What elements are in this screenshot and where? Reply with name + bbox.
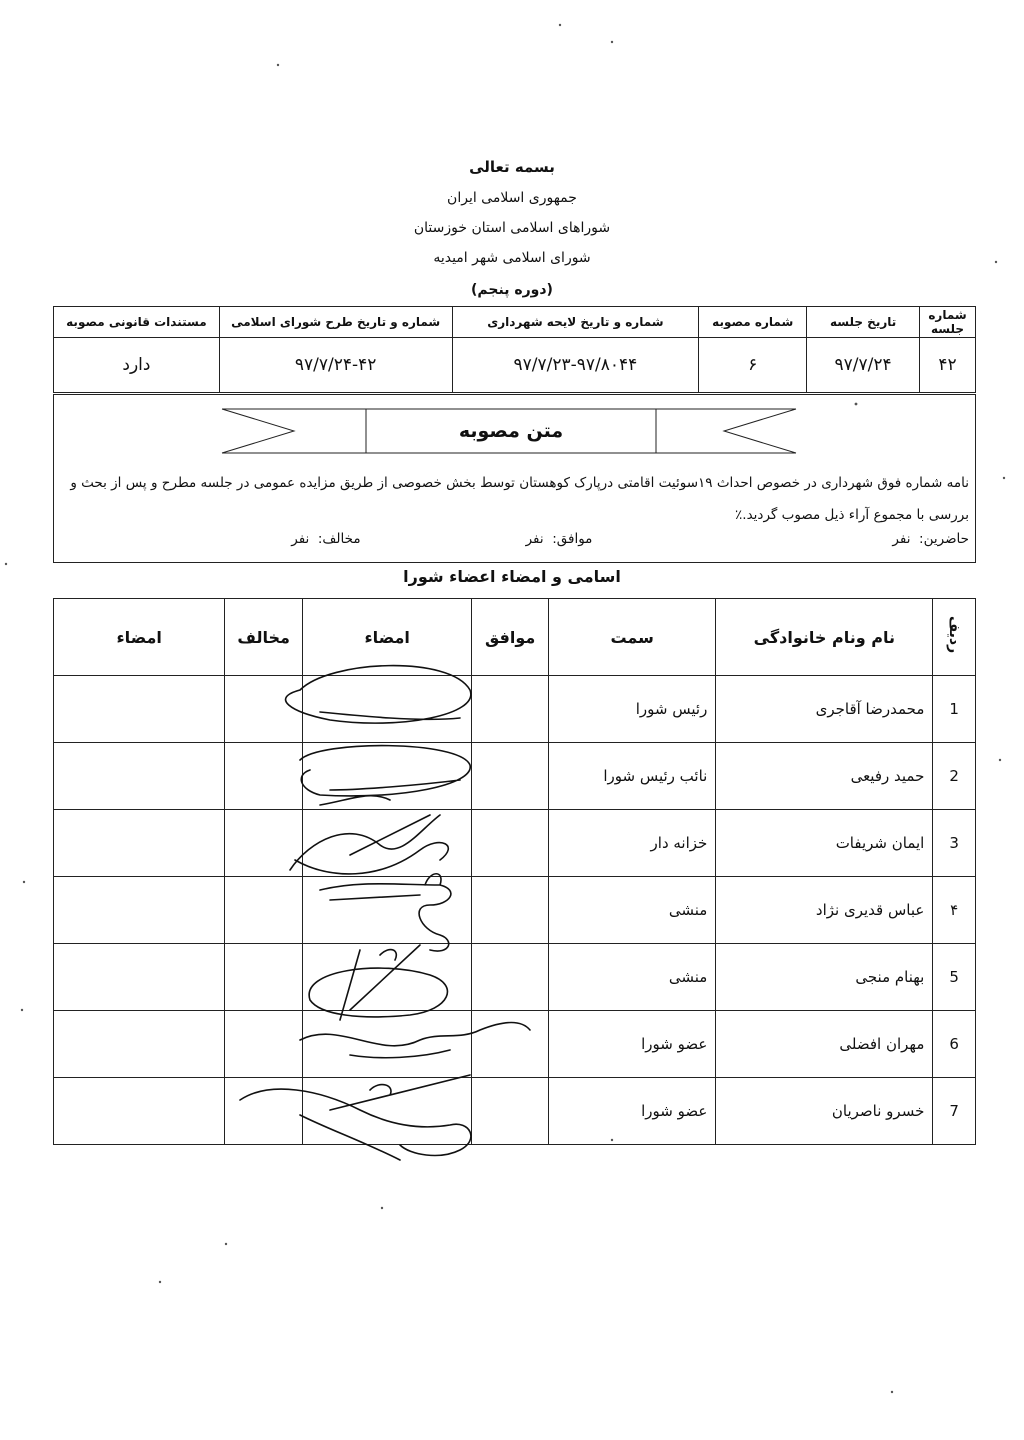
oppose-header: مخالف <box>225 599 303 676</box>
member-row <box>54 810 976 877</box>
session-info-value-row <box>54 338 976 393</box>
members-title: اسامی و امضاء اعضاء شورا <box>403 567 621 586</box>
session-date-value: ۹۷/۷/۲۴ <box>807 338 920 393</box>
member-name: خسرو ناصریان <box>716 1078 933 1145</box>
member-name: حمید رفیعی <box>716 743 933 810</box>
resolution-number-header: شماره مصوبه <box>699 307 807 338</box>
oppose-cell <box>225 1078 303 1145</box>
agree-cell <box>472 743 549 810</box>
term-heading: (دوره پنجم) <box>471 282 553 298</box>
member-number: 6 <box>933 1011 976 1078</box>
agree-signature-cell <box>303 1078 472 1145</box>
session-info-header-row <box>54 307 976 338</box>
agree-cell <box>472 1011 549 1078</box>
oppose-signature-header: امضاء <box>54 599 225 676</box>
resolution-text-box <box>53 394 976 563</box>
legal-documents-value: دارد <box>54 338 220 393</box>
member-role: رئیس شورا <box>548 676 715 743</box>
member-row <box>54 743 976 810</box>
member-row <box>54 676 976 743</box>
country-heading: جمهوری اسلامی ایران <box>447 190 577 206</box>
city-council-heading: شورای اسلامی شهر امیدیه <box>433 250 591 266</box>
member-number: 7 <box>933 1078 976 1145</box>
oppose-signature-cell <box>54 676 225 743</box>
agree-signature-cell <box>303 944 472 1011</box>
session-date-header: تاریخ جلسه <box>807 307 920 338</box>
legal-documents-header: مستندات قانونی مصوبه <box>54 307 220 338</box>
session-info-table <box>53 306 976 393</box>
agree-signature-header: امضاء <box>303 599 472 676</box>
member-number: 5 <box>933 944 976 1011</box>
agree-signature-cell <box>303 1011 472 1078</box>
members-table <box>53 598 976 1145</box>
session-number-value: ۴۲ <box>920 338 976 393</box>
member-row <box>54 944 976 1011</box>
oppose-signature-cell <box>54 743 225 810</box>
oppose-cell <box>225 1011 303 1078</box>
member-number: 1 <box>933 676 976 743</box>
municipal-bill-header: شماره و تاریخ لایحه شهرداری <box>452 307 699 338</box>
member-name: محمدرضا آقاجری <box>716 676 933 743</box>
oppose-cell <box>225 944 303 1011</box>
member-role: منشی <box>548 877 715 944</box>
oppose-signature-cell <box>54 1011 225 1078</box>
agree-cell <box>472 877 549 944</box>
agree-cell <box>472 1078 549 1145</box>
row-number-header: ردیف <box>933 599 976 676</box>
member-name: بهنام منجی <box>716 944 933 1011</box>
member-row <box>54 1078 976 1145</box>
members-header-row <box>54 599 976 676</box>
member-row <box>54 1011 976 1078</box>
agree-signature-cell <box>303 810 472 877</box>
resolution-body: نامه شماره فوق شهرداری در خصوص احداث ۱۹سوئیت اقامتی درپارک کوهستان توسط بخش خصوصی از طریق مزایده عمومی در جلسه مطرح و پس از بحث و بررسی با مجموع آراء ذیل مصوب گردید.٪ <box>70 475 969 523</box>
agree-count: موافق: نفر <box>525 531 593 547</box>
oppose-cell <box>225 877 303 944</box>
present-count: حاضرین: نفر <box>892 531 969 547</box>
member-name: عباس قدیری نژاد <box>716 877 933 944</box>
member-role: عضو شورا <box>548 1011 715 1078</box>
council-plan-header: شماره و تاریخ طرح شورای اسلامی <box>219 307 452 338</box>
role-header: سمت <box>548 599 715 676</box>
member-role: خزانه دار <box>548 810 715 877</box>
bismillah-heading: بسمه تعالی <box>469 158 555 176</box>
agree-signature-cell <box>303 743 472 810</box>
oppose-signature-cell <box>54 810 225 877</box>
agree-cell <box>472 810 549 877</box>
name-header: نام ونام خانوادگی <box>716 599 933 676</box>
province-council-heading: شوراهای اسلامی استان خوزستان <box>413 220 611 236</box>
agree-cell <box>472 676 549 743</box>
resolution-number-value: ۶ <box>699 338 807 393</box>
member-number: 2 <box>933 743 976 810</box>
member-name: مهران افضلی <box>716 1011 933 1078</box>
member-number: ۴ <box>933 877 976 944</box>
oppose-cell <box>225 743 303 810</box>
oppose-count: مخالف: نفر <box>291 531 361 547</box>
member-name: ایمان شریفات <box>716 810 933 877</box>
oppose-signature-cell <box>54 1078 225 1145</box>
agree-signature-cell <box>303 676 472 743</box>
member-number: 3 <box>933 810 976 877</box>
session-number-header: شماره جلسه <box>920 307 976 338</box>
member-role: منشی <box>548 944 715 1011</box>
vote-summary <box>291 531 969 547</box>
resolution-title: متن مصوبه <box>458 420 564 442</box>
oppose-cell <box>225 676 303 743</box>
municipal-bill-value: ۹۷/۷/۲۳-۹۷/۸۰۴۴ <box>452 338 699 393</box>
member-row <box>54 877 976 944</box>
agree-signature-cell <box>303 877 472 944</box>
agree-cell <box>472 944 549 1011</box>
oppose-cell <box>225 810 303 877</box>
oppose-signature-cell <box>54 944 225 1011</box>
council-plan-value: ۹۷/۷/۲۴-۴۲ <box>219 338 452 393</box>
member-role: عضو شورا <box>548 1078 715 1145</box>
oppose-signature-cell <box>54 877 225 944</box>
agree-header: موافق <box>472 599 549 676</box>
member-role: نائب رئیس شورا <box>548 743 715 810</box>
